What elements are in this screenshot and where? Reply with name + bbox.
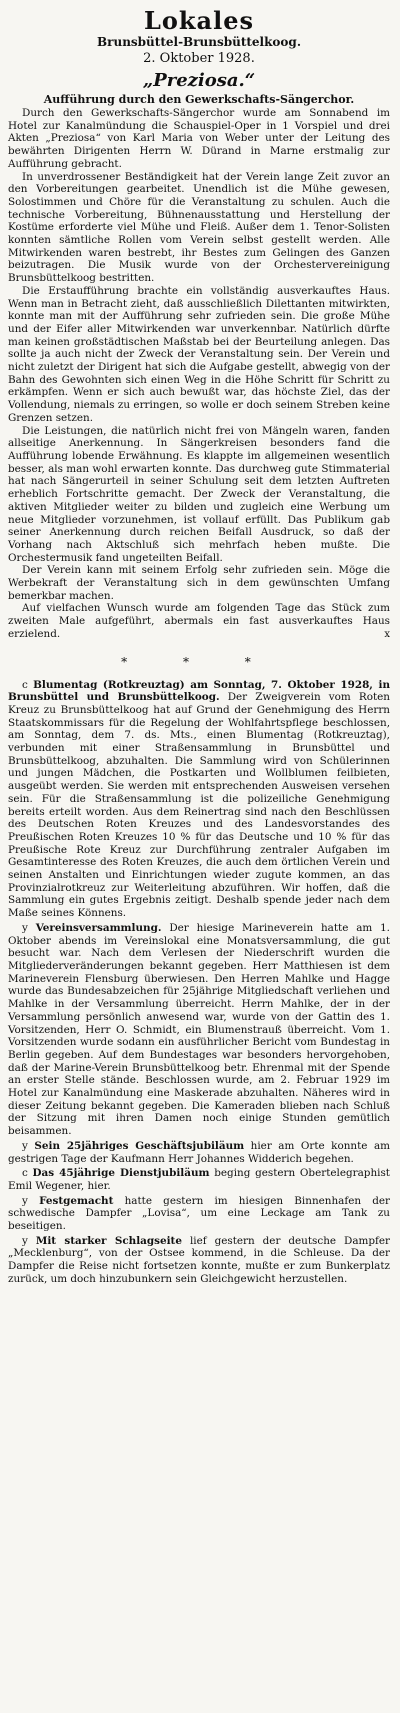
- notice-dienstjubilaeum: [8, 1167, 390, 1192]
- notice-text: Der Zweigverein vom Roten Kreuz zu Brunsbüttelkoog hat auf Grund der Genehmigung des Herrn Staatskommissars für die Regelung der Wohlfahrtspflege beschlossen, am Sonntag, dem 7. ds. Mts., einen Blumentag (Rotkreuztag), verbunden mit einer Straßensammlung in Brunsbüttel und Brunsbüttelkoog, abzuhalten. Die Sammlung wird von Schülerinnen und jungen Mädchen, die Postkarten und Wollblumen feilbieten, ausgeübt werden. Sie werden mit entsprechenden Ausweisen versehen sein. Für die Straßensammlung ist die polizeiliche Genehmigung bereits erteilt worden. Aus dem Reinertrag sind nach den Beschlüssen des Deutschen Roten Kreuzes und des Landesvorstandes des Preußischen Roten Kreuzes 10 % für das Deutsche und 10 % für das Preußische Rote Kreuz zur Durchführung zentraler Aufgaben im Gesamtinteresse des Roten Kreuzes, die auch dem örtlichen Verein und seinen Anstalten und Einrichtungen wieder zugute kommen, an das Provinzialrotkreuz zur Weiterleitung abzuführen. Wir hoffen, daß die Sammlung ein gutes Ergebnis zeitigt. Deshalb spende jeder nach dem Maße seines Könnens.: [8, 691, 390, 920]
- signature: x: [384, 628, 390, 640]
- notice-prefix: y: [22, 921, 28, 934]
- notice-prefix: y: [22, 1139, 28, 1152]
- notice-prefix: y: [22, 1234, 28, 1247]
- paragraph-3: Die Erstaufführung brachte ein vollständig ausverkauftes Haus. Wenn man in Betracht zieht, daß ausschließlich Dilettanten mitwirkten, konnte man mit der Aufführung sehr zufrieden sein. Die große Mühe und der Eifer aller Mitwirkenden war unverkennbar. Natürlich dürfte man keinen großstädtischen Maßstab bei der Beurteilung anlegen. Das sollte ja auch nicht der Zweck der Veranstaltung sein. Der Verein und nicht zuletzt der Dirigent hat sich die Aufgabe gestellt, abwegig von der Bahn des Gewohnten sich einen Weg in die Höhe Schritt für Schritt zu erkämpfen. Wenn er sich auch bewußt war, das höchste Ziel, das der Vollendung, niemals zu erringen, so wolle er doch seinem Streben keine Grenzen setzen.: [8, 284, 390, 424]
- notice-heading: Blumentag (Rotkreuztag) am Sonntag, 7. Oktober 1928, in Brunsbüttel und Brunsbüttelkoog.: [8, 678, 390, 704]
- subtitle: Brunsbüttel-Brunsbüttelkoog.: [97, 35, 301, 49]
- notice-schlagseite: [8, 1235, 390, 1286]
- notice-festgemacht: [8, 1195, 390, 1233]
- paragraph-4: Die Leistungen, die natürlich nicht frei von Mängeln waren, fanden allseitige Anerkennung. In Sängerkreisen besonders fand die Aufführung lobende Erwähnung. Es klappte im allgemeinen wesentlich besser, als man wohl erwarten konnte. Das durchweg gute Stimmaterial hat nach Sängerurteil in seiner Schulung seit dem letzten Auftreten erheblich Fortschritte gemacht. Der Zweck der Veranstaltung, die aktiven Mitglieder weiter zu bilden und zugleich eine Werbung um neue Mitglieder vorzunehmen, ist vollauf erfüllt. Das Publikum gab seiner Anerkennung durch reichen Beifall Ausdruck, so daß der Vorhang nach Aktschluß sich mehrfach heben mußte. Die Orchestermusik fand ungeteilten Beifall.: [8, 424, 390, 564]
- notice-text: hier am Orte konnte am gestrigen Tage der Kaufmann Herr Johannes Widderich begehen.: [8, 1139, 390, 1165]
- paragraph-6: Auf vielfachen Wunsch wurde am folgenden Tage das Stück zum zweiten Male aufgeführt, abermals ein fast ausverkauftes Haus erzielend.: [8, 602, 390, 640]
- notice-vereinsversammlung: [8, 922, 390, 1138]
- notice-text: lief gestern der deutsche Dampfer „Mecklenburg“, von der Ostsee kommend, in die Schleuse. Da der Dampfer die Reise nicht fortsetzen konnte, mußte er zum Bunkerplatz zurück, um doch hinzubunkern sein Gleichgewicht herzustellen.: [8, 1234, 391, 1285]
- notice-prefix: y: [22, 1194, 28, 1207]
- notice-heading: Sein 25jähriges Geschäftsjubiläum: [34, 1139, 245, 1152]
- article-body: [8, 107, 390, 641]
- notice-heading: Das 45jährige Dienstjubiläum: [32, 1167, 210, 1180]
- notice-prefix: c: [22, 678, 28, 691]
- notice-text: Der hiesige Marineverein hatte am 1. Oktober abends im Vereinslokal eine Monatsversammlung, die gut besucht war. Nach dem Verlesen der Niederschrift wurden die Mitgliederveränderungen bekannt gegeben. Herr Matthiesen ist dem Marineverein Flensburg überwiesen. Den Herren Mahlke und Hagge wurde das Bundesabzeichen für 25jährige Mitgliedschaft verliehen und Mahlke in der Versammlung überreicht. Herrn Mahlke, der in der Versammlung persönlich anwesend war, wurde von der Gattin des 1. Vorsitzenden, Herr O. Schmidt, ein Blumenstrauß überreicht. Vom 1. Vorsitzenden wurde sodann ein ausführlicher Bericht vom Bundestag in Berlin gegeben. Auf dem Bundestages war besonders hervorgehoben, daß der Marine-Verein Brunsbüttelkoog betr. Ehrenmal mit der Spende an erster Stelle stände. Beschlossen wurde, am 2. Februar 1929 im Hotel zur Kanalmündung eine Maskerade abzuhalten. Näheres wird in dieser Zeitung bekannt gegeben. Die Kameraden blieben nach Schluß der Sitzung mit ihren Damen noch einige Stunden gemütlich beisammen.: [8, 921, 390, 1138]
- notice-text: beging gestern Obertelegraphist Emil Wegener, hier.: [8, 1167, 390, 1192]
- article-subhead: Aufführung durch den Gewerkschafts-Sängerchor.: [43, 93, 355, 106]
- article-title: „Preziosa.“: [142, 70, 256, 91]
- notices: [8, 679, 390, 1286]
- header: [8, 8, 390, 107]
- divider: * * *: [121, 654, 277, 669]
- notice-heading: Festgemacht: [39, 1194, 114, 1207]
- notice-heading: Mit starker Schlagseite: [35, 1234, 182, 1247]
- paragraph-5: Der Verein kann mit seinem Erfolg sehr zufrieden sein. Möge die Werbekraft der Veranstaltung sich in dem gewünschten Umfang bemerkbar machen.: [8, 564, 390, 602]
- masthead: Lokales: [144, 6, 254, 35]
- notice-blumentag: [8, 679, 390, 920]
- notice-text: hatte gestern im hiesigen Binnenhafen der schwedische Dampfer „Lovisa“, um eine Leckage am Tank zu beseitigen.: [8, 1194, 390, 1233]
- paragraph-1: Durch den Gewerkschafts-Sängerchor wurde am Sonnabend im Hotel zur Kanalmündung die Schauspiel-Oper in 1 Vorspiel und drei Akten „Preziosa“ von Karl Maria von Weber unter der Leitung des bewährten Dirigenten Herrn W. Dürand in Marne erstmalig zur Aufführung gebracht.: [8, 107, 390, 170]
- date: 2. Oktober 1928.: [143, 51, 255, 66]
- notice-prefix: c: [22, 1167, 28, 1180]
- notice-heading: Vereinsversammlung.: [35, 921, 162, 934]
- paragraph-2: In unverdrossener Beständigkeit hat der Verein lange Zeit zuvor an den Vorbereitungen gearbeitet. Unendlich ist die Mühe gewesen, Solostimmen und Chöre für die Veranstaltung zu schulen. Auch die technische Vorbereitung, Bühnenausstattung und Herstellung der Kostüme erforderte viel Mühe und Fleiß. Außer dem 1. Tenor-Solisten konnten sämtliche Rollen vom Verein selbst gestellt werden. Alle Mitwirkenden waren bestrebt, ihr Bestes zum Gelingen des Ganzen beizutragen. Die Musik wurde von der Orchestervereinigung Brunsbüttelkoog bestritten.: [8, 170, 390, 285]
- notice-geschaeftsjubilaeum: [8, 1140, 390, 1165]
